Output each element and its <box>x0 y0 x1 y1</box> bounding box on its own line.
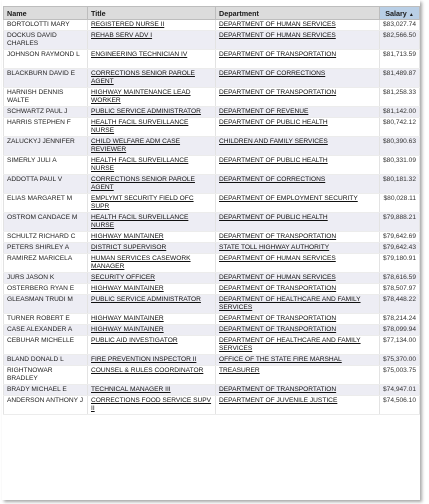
cell-title[interactable]: COUNSEL & RULES COORDINATOR <box>88 366 216 385</box>
cell-salary: $78,448.22 <box>380 295 420 314</box>
column-header-title[interactable]: Title <box>88 7 216 20</box>
table-header-row <box>4 7 420 20</box>
table-row <box>4 385 420 396</box>
cell-name: ELIAS MARGARET M <box>4 194 88 213</box>
cell-title[interactable]: CORRECTIONS SENIOR PAROLE AGENT <box>88 175 216 194</box>
sort-ascending-icon: ▲ <box>408 11 414 18</box>
table-row <box>4 254 420 273</box>
cell-title[interactable]: HEALTH FACIL SURVEILLANCE NURSE <box>88 213 216 232</box>
cell-department[interactable]: STATE TOLL HIGHWAY AUTHORITY <box>216 243 380 254</box>
cell-title[interactable]: PUBLIC SERVICE ADMINISTRATOR <box>88 107 216 118</box>
cell-salary: $79,180.91 <box>380 254 420 273</box>
cell-salary: $75,003.75 <box>380 366 420 385</box>
table-row <box>4 20 420 31</box>
cell-department[interactable]: DEPARTMENT OF TRANSPORTATION <box>216 314 380 325</box>
cell-name: OSTERBERG RYAN E <box>4 284 88 295</box>
cell-department[interactable]: TREASURER <box>216 366 380 385</box>
cell-department[interactable]: DEPARTMENT OF CORRECTIONS <box>216 69 380 88</box>
cell-salary: $78,507.97 <box>380 284 420 295</box>
table-row <box>4 50 420 69</box>
cell-department[interactable]: DEPARTMENT OF HEALTHCARE AND FAMILY SERVICES <box>216 295 380 314</box>
cell-salary: $81,713.59 <box>380 50 420 69</box>
cell-department[interactable]: OFFICE OF THE STATE FIRE MARSHAL <box>216 355 380 366</box>
cell-salary: $79,642.69 <box>380 232 420 243</box>
cell-title[interactable]: REGISTERED NURSE II <box>88 20 216 31</box>
cell-department[interactable]: DEPARTMENT OF JUVENILE JUSTICE <box>216 396 380 415</box>
cell-name: ANDERSON ANTHONY J <box>4 396 88 415</box>
cell-salary: $80,390.63 <box>380 137 420 156</box>
cell-salary: $83,027.74 <box>380 20 420 31</box>
cell-name: BLACKBURN DAVID E <box>4 69 88 88</box>
salary-table-panel <box>2 0 420 500</box>
cell-salary: $81,489.87 <box>380 69 420 88</box>
cell-name: RIGHTNOWAR BRADLEY <box>4 366 88 385</box>
column-header-name[interactable]: Name <box>4 7 88 20</box>
cell-department[interactable]: DEPARTMENT OF TRANSPORTATION <box>216 88 380 107</box>
cell-name: SCHULTZ RICHARD C <box>4 232 88 243</box>
cell-name: HARRIS STEPHEN F <box>4 118 88 137</box>
cell-name: CASE ALEXANDER A <box>4 325 88 336</box>
cell-title[interactable]: HEALTH FACIL SURVEILLANCE NURSE <box>88 118 216 137</box>
cell-salary: $79,642.43 <box>380 243 420 254</box>
cell-title[interactable]: HIGHWAY MAINTAINER <box>88 325 216 336</box>
cell-title[interactable]: HIGHWAY MAINTAINER <box>88 284 216 295</box>
cell-title[interactable]: HIGHWAY MAINTENANCE LEAD WORKER <box>88 88 216 107</box>
table-row <box>4 355 420 366</box>
cell-name: JOHNSON RAYMOND L <box>4 50 88 69</box>
column-header-salary[interactable] <box>380 7 420 20</box>
cell-department[interactable]: DEPARTMENT OF CORRECTIONS <box>216 175 380 194</box>
cell-department[interactable]: DEPARTMENT OF PUBLIC HEALTH <box>216 156 380 175</box>
cell-title[interactable]: CORRECTIONS SENIOR PAROLE AGENT <box>88 69 216 88</box>
column-header-department[interactable]: Department <box>216 7 380 20</box>
cell-name: SIMERLY JULI A <box>4 156 88 175</box>
cell-salary: $74,947.01 <box>380 385 420 396</box>
cell-title[interactable]: HIGHWAY MAINTAINER <box>88 314 216 325</box>
table-body <box>4 20 420 415</box>
table-row <box>4 69 420 88</box>
cell-name: RAMIREZ MARICELA <box>4 254 88 273</box>
cell-salary: $78,214.24 <box>380 314 420 325</box>
cell-salary: $80,742.12 <box>380 118 420 137</box>
cell-name: DOCKUS DAVID CHARLES <box>4 31 88 50</box>
cell-salary: $77,134.00 <box>380 336 420 355</box>
table-row <box>4 284 420 295</box>
table-row <box>4 295 420 314</box>
cell-department[interactable]: DEPARTMENT OF REVENUE <box>216 107 380 118</box>
cell-title[interactable]: PUBLIC SERVICE ADMINISTRATOR <box>88 295 216 314</box>
cell-salary: $81,258.33 <box>380 88 420 107</box>
cell-title[interactable]: EMPLYMT SECURITY FIELD OFC SUPR <box>88 194 216 213</box>
table-row <box>4 314 420 325</box>
cell-name: HARNISH DENNIS WALTE <box>4 88 88 107</box>
table-row <box>4 107 420 118</box>
cell-salary: $79,888.21 <box>380 213 420 232</box>
cell-title[interactable]: DISTRICT SUPERVISOR <box>88 243 216 254</box>
cell-department[interactable]: DEPARTMENT OF TRANSPORTATION <box>216 385 380 396</box>
column-header-salary-label: Salary <box>385 8 407 18</box>
cell-name: SCHWARTZ PAUL J <box>4 107 88 118</box>
table-row <box>4 232 420 243</box>
cell-salary: $74,506.10 <box>380 396 420 415</box>
cell-title[interactable]: HEALTH FACIL SURVEILLANCE NURSE <box>88 156 216 175</box>
table-row <box>4 396 420 415</box>
cell-salary: $80,028.11 <box>380 194 420 213</box>
table-row <box>4 213 420 232</box>
table-row <box>4 31 420 50</box>
cell-title[interactable]: HIGHWAY MAINTAINER <box>88 232 216 243</box>
cell-department[interactable]: DEPARTMENT OF HUMAN SERVICES <box>216 254 380 273</box>
cell-salary: $78,099.94 <box>380 325 420 336</box>
table-row <box>4 137 420 156</box>
cell-title[interactable]: SECURITY OFFICER <box>88 273 216 284</box>
table-row <box>4 336 420 355</box>
cell-name: BRADY MICHAEL E <box>4 385 88 396</box>
salary-table <box>3 6 420 415</box>
cell-department[interactable]: DEPARTMENT OF TRANSPORTATION <box>216 232 380 243</box>
cell-salary: $80,181.32 <box>380 175 420 194</box>
cell-department[interactable]: DEPARTMENT OF HUMAN SERVICES <box>216 31 380 50</box>
cell-department[interactable]: DEPARTMENT OF HEALTHCARE AND FAMILY SERVICES <box>216 336 380 355</box>
cell-name: TURNER ROBERT E <box>4 314 88 325</box>
cell-name: PETERS SHIRLEY A <box>4 243 88 254</box>
cell-name: BLAND DONALD L <box>4 355 88 366</box>
cell-department[interactable]: DEPARTMENT OF PUBLIC HEALTH <box>216 118 380 137</box>
cell-title[interactable]: PUBLIC AID INVESTIGATOR <box>88 336 216 355</box>
cell-title[interactable]: HUMAN SERVICES CASEWORK MANAGER <box>88 254 216 273</box>
cell-salary: $82,566.50 <box>380 31 420 50</box>
cell-title[interactable]: TECHNICAL MANAGER III <box>88 385 216 396</box>
cell-title[interactable]: ENGINEERING TECHNICIAN IV <box>88 50 216 69</box>
table-row <box>4 88 420 107</box>
table-row <box>4 175 420 194</box>
cell-department[interactable]: CHILDREN AND FAMILY SERVICES <box>216 137 380 156</box>
cell-title[interactable]: CORRECTIONS FOOD SERVICE SUPV II <box>88 396 216 415</box>
cell-salary: $75,370.00 <box>380 355 420 366</box>
table-row <box>4 366 420 385</box>
cell-salary: $80,331.09 <box>380 156 420 175</box>
cell-department[interactable]: DEPARTMENT OF TRANSPORTATION <box>216 325 380 336</box>
cell-department[interactable]: DEPARTMENT OF TRANSPORTATION <box>216 50 380 69</box>
cell-name: BORTOLOTTI MARY <box>4 20 88 31</box>
cell-name: ADDOTTA PAUL V <box>4 175 88 194</box>
cell-name: OSTROM CANDACE M <box>4 213 88 232</box>
table-row <box>4 325 420 336</box>
cell-name: JURS JASON K <box>4 273 88 284</box>
cell-salary: $81,142.00 <box>380 107 420 118</box>
cell-department[interactable]: DEPARTMENT OF HUMAN SERVICES <box>216 20 380 31</box>
cell-title[interactable]: REHAB SERV ADV I <box>88 31 216 50</box>
cell-name: GLEASMAN TRUDI M <box>4 295 88 314</box>
cell-salary: $78,616.59 <box>380 273 420 284</box>
top-caption-strip <box>2 0 420 6</box>
cell-title[interactable]: FIRE PREVENTION INSPECTOR II <box>88 355 216 366</box>
table-row <box>4 194 420 213</box>
table-row <box>4 118 420 137</box>
cell-name: ZALUCKYJ JENNIFER <box>4 137 88 156</box>
cell-department[interactable]: DEPARTMENT OF HUMAN SERVICES <box>216 273 380 284</box>
table-row <box>4 243 420 254</box>
cell-department[interactable]: DEPARTMENT OF EMPLOYMENT SECURITY <box>216 194 380 213</box>
cell-name: CEBUHAR MICHELLE <box>4 336 88 355</box>
cell-department[interactable]: DEPARTMENT OF TRANSPORTATION <box>216 284 380 295</box>
cell-title[interactable]: CHILD WELFARE ADM CASE REVIEWER <box>88 137 216 156</box>
table-row <box>4 273 420 284</box>
table-row <box>4 156 420 175</box>
cell-department[interactable]: DEPARTMENT OF PUBLIC HEALTH <box>216 213 380 232</box>
